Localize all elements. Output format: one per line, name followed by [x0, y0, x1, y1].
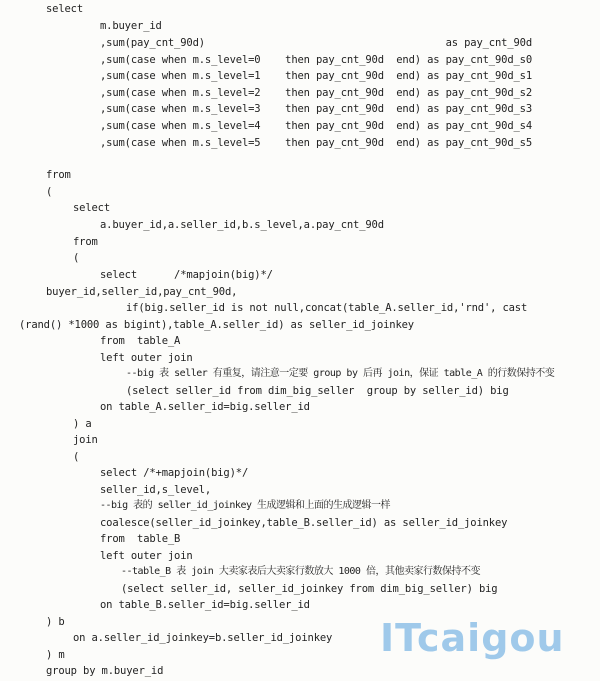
code-line: from table_A [100, 335, 181, 347]
code-line: ,sum(case when m.s_level=3 then pay_cnt_90d end) as pay_cnt_90d_s3 [100, 103, 533, 115]
code-line: select [73, 202, 111, 214]
code-line: join [73, 434, 98, 446]
code-line: (select seller_id, seller_id_joinkey from dim_big_seller) big [121, 583, 498, 595]
code-line: ) a [73, 418, 92, 430]
code-line: ,sum(case when m.s_level=0 then pay_cnt_90d end) as pay_cnt_90d_s0 [100, 54, 533, 66]
code-line: select /*mapjoin(big)*/ [100, 269, 273, 281]
code-line: select /*+mapjoin(big)*/ [100, 467, 249, 479]
code-line: (select seller_id from dim_big_seller group by seller_id) big [126, 385, 509, 397]
code-line: ( [73, 451, 80, 463]
code-line: ) m [46, 649, 65, 661]
code-line: on table_A.seller_id=big.seller_id [100, 401, 310, 413]
code-line: from table_B [100, 533, 181, 545]
code-line: ,sum(pay_cnt_90d) as pay_cnt_90d [100, 37, 533, 49]
code-comment: --table_B 表 join 大卖家表后大卖家行数放大 1000 倍，其他卖家行数保持不变 [121, 566, 480, 577]
code-line: m.buyer_id [100, 20, 162, 32]
code-line: seller_id,s_level, [100, 484, 212, 496]
code-line: ,sum(case when m.s_level=1 then pay_cnt_90d end) as pay_cnt_90d_s1 [100, 70, 533, 82]
code-comment: --big 表的 seller_id_joinkey 生成逻辑和上面的生成逻辑一样 [100, 500, 391, 511]
code-line: select [46, 3, 84, 15]
code-line: from [46, 169, 71, 181]
code-line: from [73, 236, 98, 248]
code-line: ,sum(case when m.s_level=2 then pay_cnt_90d end) as pay_cnt_90d_s2 [100, 87, 533, 99]
watermark-logo: ITcaigou [380, 616, 565, 660]
code-line: ) b [46, 616, 65, 628]
code-line: on a.seller_id_joinkey=b.seller_id_joinkey [73, 632, 333, 644]
code-line: (rand() *1000 as bigint),table_A.seller_id) as seller_id_joinkey [19, 319, 414, 331]
code-line: left outer join [100, 550, 193, 562]
code-line: coalesce(seller_id_joinkey,table_B.seller_id) as seller_id_joinkey [100, 517, 508, 529]
code-line: if(big.seller_id is not null,concat(table_A.seller_id,'rnd', cast [126, 302, 528, 314]
code-line: ( [73, 252, 80, 264]
code-line: a.buyer_id,a.seller_id,b.s_level,a.pay_cnt_90d [100, 219, 384, 231]
code-line: group by m.buyer_id [46, 665, 164, 677]
code-line: ,sum(case when m.s_level=5 then pay_cnt_90d end) as pay_cnt_90d_s5 [100, 137, 533, 149]
code-line: ,sum(case when m.s_level=4 then pay_cnt_90d end) as pay_cnt_90d_s4 [100, 120, 533, 132]
code-line: on table_B.seller_id=big.seller_id [100, 599, 310, 611]
code-line: buyer_id,seller_id,pay_cnt_90d, [46, 286, 238, 298]
code-line: left outer join [100, 352, 193, 364]
code-comment: --big 表 seller 有重复，请注意一定要 group by 后再 join，保证 table_A 的行数保持不变 [126, 368, 555, 379]
code-line: ( [46, 186, 53, 198]
